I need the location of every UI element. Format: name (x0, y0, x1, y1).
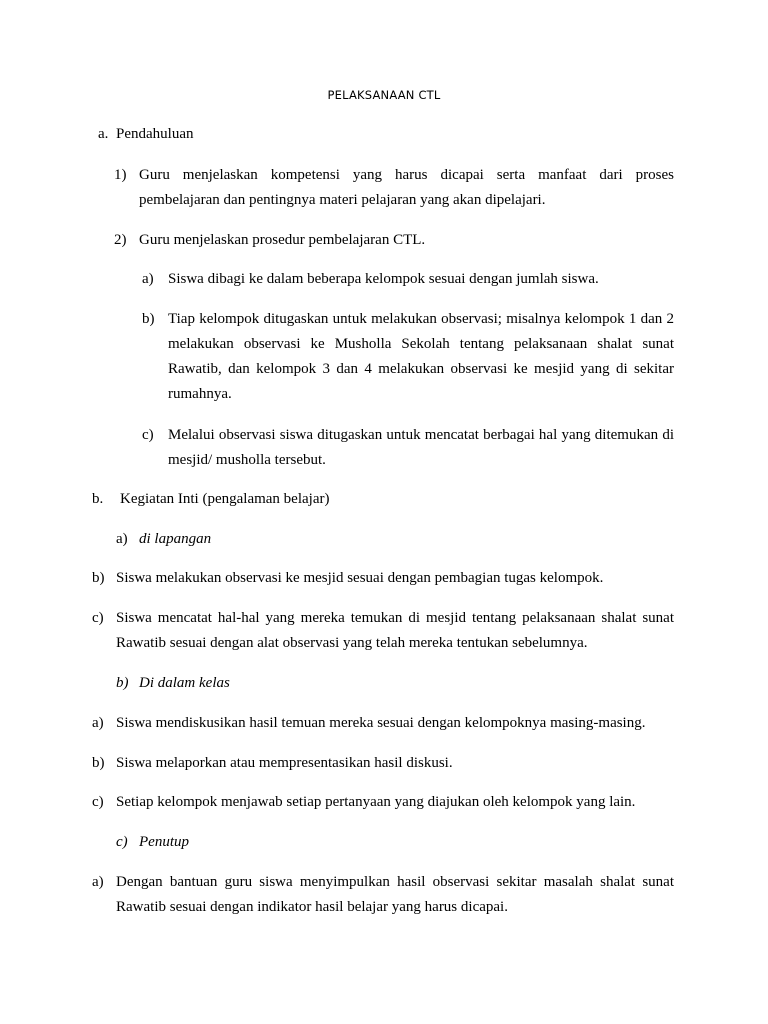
list-item-text: Siswa melakukan observasi ke mesjid sesuai dengan pembagian tugas kelompok. (116, 570, 604, 586)
list-marker: a) (116, 531, 128, 547)
list-marker: c) (92, 610, 104, 626)
section-heading-kegiatan-inti (0, 487, 768, 512)
list-item-text: Guru menjelaskan kompetensi yang harus dicapai serta manfaat dari proses pembelajaran dan pentingnya materi pelajaran yang akan dipelajari. (139, 167, 674, 208)
list-item (0, 267, 768, 292)
list-item-text: Dengan bantuan guru siswa menyimpulkan hasil observasi sekitar masalah shalat sunat Rawatib sesuai dengan indikator hasil belajar yang harus dicapai. (116, 874, 674, 915)
list-item-text: Siswa mendiskusikan hasil temuan mereka sesuai dengan kelompoknya masing-masing. (116, 715, 646, 731)
list-item (0, 606, 768, 656)
list-marker: b) (142, 311, 155, 327)
list-item (0, 566, 768, 591)
list-item-text: Di dalam kelas (139, 675, 230, 691)
list-item (0, 163, 768, 213)
list-item-text: Melalui observasi siswa ditugaskan untuk mencatat berbagai hal yang ditemukan di mesjid/ musholla tersebut. (168, 427, 674, 468)
list-item-text: Guru menjelaskan prosedur pembelajaran CTL. (139, 232, 426, 248)
list-item-text: Pendahuluan (116, 126, 194, 142)
list-marker: a. (98, 126, 109, 142)
list-item (0, 307, 768, 407)
list-marker: b) (92, 755, 105, 771)
list-item (0, 790, 768, 815)
list-marker: a) (92, 874, 104, 890)
subsection-heading (0, 830, 768, 855)
list-marker: b) (92, 570, 105, 586)
subsection-heading (0, 527, 768, 552)
list-marker: c) (92, 794, 104, 810)
subsection-heading (0, 671, 768, 696)
list-item (0, 870, 768, 920)
list-item-text: Tiap kelompok ditugaskan untuk melakukan observasi; misalnya kelompok 1 dan 2 melakukan observasi ke Musholla Sekolah tentang pelaksanaan shalat sunat Rawatib, dan kelompok 3 dan 4 melakukan observasi ke mesjid yang di sekitar rumahnya. (168, 311, 674, 402)
list-item-text: Siswa mencatat hal-hal yang mereka temukan di mesjid tentang pelaksanaan shalat sunat Rawatib sesuai dengan alat observasi yang telah mereka tentukan sebelumnya. (116, 610, 674, 651)
list-item (0, 711, 768, 736)
list-marker: b. (92, 491, 104, 507)
list-marker: c) (116, 834, 128, 850)
list-item (0, 751, 768, 776)
list-marker: a) (142, 271, 154, 287)
list-item (0, 228, 768, 253)
list-marker: b) (116, 675, 129, 691)
list-item (0, 423, 768, 473)
list-marker: 2) (114, 232, 127, 248)
list-item-text: Siswa melaporkan atau mempresentasikan hasil diskusi. (116, 755, 453, 771)
list-item-text: di lapangan (139, 531, 212, 547)
list-item-text: Siswa dibagi ke dalam beberapa kelompok sesuai dengan jumlah siswa. (168, 271, 599, 287)
list-marker: c) (142, 427, 154, 443)
list-item-text: Kegiatan Inti (pengalaman belajar) (120, 491, 330, 507)
list-item-text: Penutup (139, 834, 189, 850)
section-heading-pendahuluan (0, 122, 768, 147)
list-marker: 1) (114, 167, 127, 183)
document-title: PELAKSANAAN CTL (327, 88, 441, 102)
list-marker: a) (92, 715, 104, 731)
list-item-text: Setiap kelompok menjawab setiap pertanyaan yang diajukan oleh kelompok yang lain. (116, 794, 636, 810)
